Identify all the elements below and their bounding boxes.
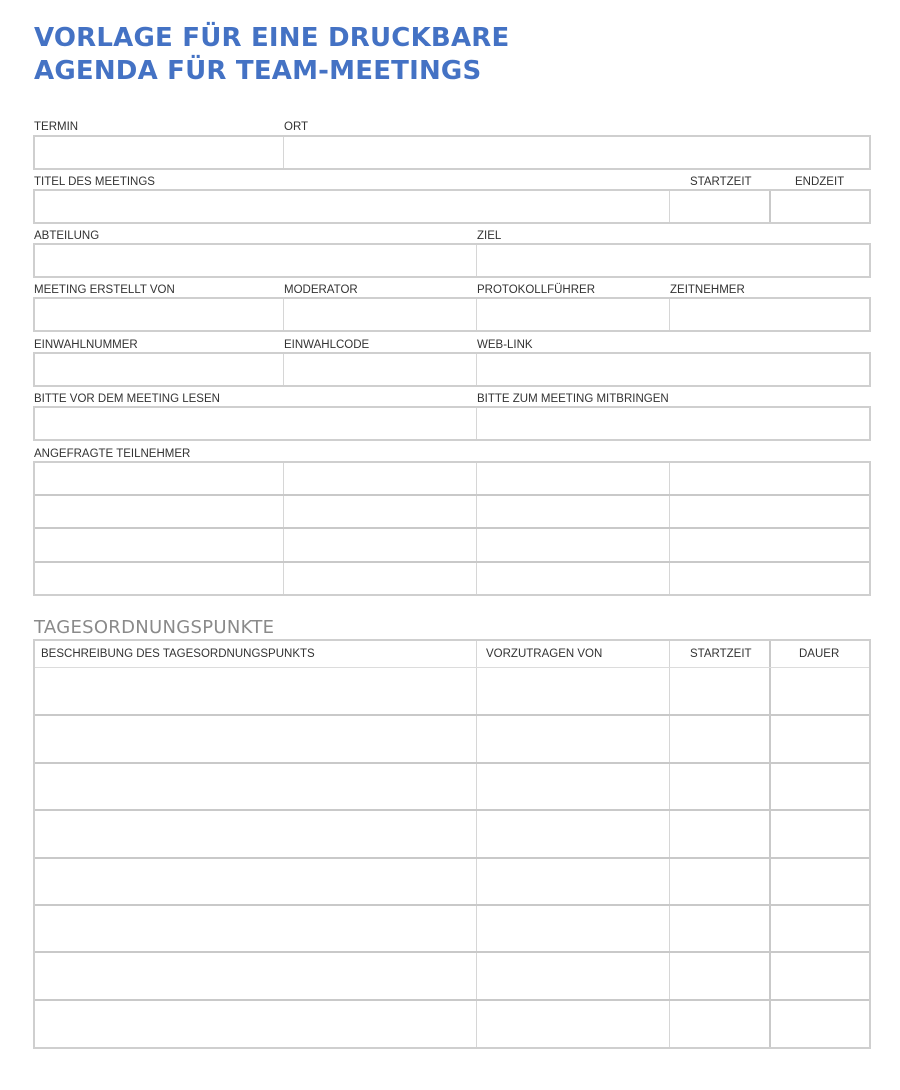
agenda-row-8-beschreibung[interactable] — [35, 1001, 476, 1047]
weblink-field[interactable] — [477, 354, 869, 385]
ziel-field[interactable] — [477, 245, 869, 276]
termin-field[interactable] — [35, 137, 283, 168]
title-line-2: AGENDA FÜR TEAM-MEETINGS — [34, 56, 482, 86]
agenda-row-6-beschreibung[interactable] — [35, 906, 476, 951]
agenda-header-dauer: DAUER — [799, 648, 840, 660]
participant-cell[interactable] — [670, 529, 869, 561]
label-mitbringen: BITTE ZUM MEETING MITBRINGEN — [477, 393, 669, 405]
title-line-1: VORLAGE FÜR EINE DRUCKBARE — [34, 23, 510, 53]
label-zeitnehmer: ZEITNEHMER — [670, 284, 745, 296]
label-startzeit: STARTZEIT — [690, 176, 752, 188]
abteilung-field[interactable] — [35, 245, 476, 276]
agenda-row-1-beschreibung[interactable] — [35, 669, 476, 714]
vorher-lesen-field[interactable] — [35, 408, 476, 439]
participant-cell[interactable] — [477, 496, 669, 527]
participant-cell[interactable] — [477, 529, 669, 561]
moderator-field[interactable] — [284, 299, 476, 330]
label-protokollfuehrer: PROTOKOLLFÜHRER — [477, 284, 596, 296]
page-title — [34, 22, 509, 88]
participant-cell[interactable] — [35, 529, 283, 561]
label-moderator: MODERATOR — [284, 284, 358, 296]
agenda-row-7-beschreibung[interactable] — [35, 953, 476, 999]
label-weblink: WEB-LINK — [477, 339, 533, 351]
erstellt-von-field[interactable] — [35, 299, 283, 330]
divider — [476, 641, 477, 1047]
titel-field[interactable] — [35, 191, 669, 222]
participant-cell[interactable] — [477, 463, 669, 494]
participant-cell[interactable] — [284, 496, 476, 527]
participant-cell[interactable] — [284, 463, 476, 494]
participant-cell[interactable] — [670, 463, 869, 494]
label-einwahlcode: EINWAHLCODE — [284, 339, 370, 351]
label-termin: TERMIN — [34, 121, 79, 133]
label-vorher-lesen: BITTE VOR DEM MEETING LESEN — [34, 393, 220, 405]
participant-cell[interactable] — [477, 563, 669, 594]
ort-field[interactable] — [284, 137, 869, 168]
participant-cell[interactable] — [284, 529, 476, 561]
participant-cell[interactable] — [670, 496, 869, 527]
divider — [669, 641, 670, 1047]
label-abteilung: ABTEILUNG — [34, 230, 100, 242]
label-titel: TITEL DES MEETINGS — [34, 176, 155, 188]
agenda-row-4-beschreibung[interactable] — [35, 811, 476, 857]
section-title-agenda: TAGESORDNUNGSPUNKTE — [34, 617, 275, 638]
einwahlnummer-field[interactable] — [35, 354, 283, 385]
participant-cell[interactable] — [670, 563, 869, 594]
protokollfuehrer-field[interactable] — [477, 299, 669, 330]
label-erstellt-von: MEETING ERSTELLT VON — [34, 284, 175, 296]
startzeit-field[interactable] — [670, 191, 769, 222]
agenda-row-5-beschreibung[interactable] — [35, 859, 476, 904]
label-endzeit: ENDZEIT — [795, 176, 845, 188]
participant-cell[interactable] — [35, 463, 283, 494]
participant-cell[interactable] — [284, 563, 476, 594]
agenda-row-3-beschreibung[interactable] — [35, 764, 476, 809]
participant-cell[interactable] — [35, 563, 283, 594]
agenda-header-startzeit: STARTZEIT — [690, 648, 752, 660]
divider — [35, 667, 869, 668]
label-einwahlnummer: EINWAHLNUMMER — [34, 339, 138, 351]
label-teilnehmer: ANGEFRAGTE TEILNEHMER — [34, 448, 191, 460]
participant-cell[interactable] — [35, 496, 283, 527]
endzeit-field[interactable] — [771, 191, 869, 222]
label-ziel: ZIEL — [477, 230, 502, 242]
label-ort: ORT — [284, 121, 309, 133]
agenda-row-2-beschreibung[interactable] — [35, 716, 476, 762]
zeitnehmer-field[interactable] — [670, 299, 869, 330]
divider — [769, 641, 771, 1047]
agenda-header-beschreibung: BESCHREIBUNG DES TAGESORDNUNGSPUNKTS — [41, 648, 315, 660]
agenda-header-vorzutragen: VORZUTRAGEN VON — [486, 648, 603, 660]
mitbringen-field[interactable] — [477, 408, 869, 439]
einwahlcode-field[interactable] — [284, 354, 476, 385]
